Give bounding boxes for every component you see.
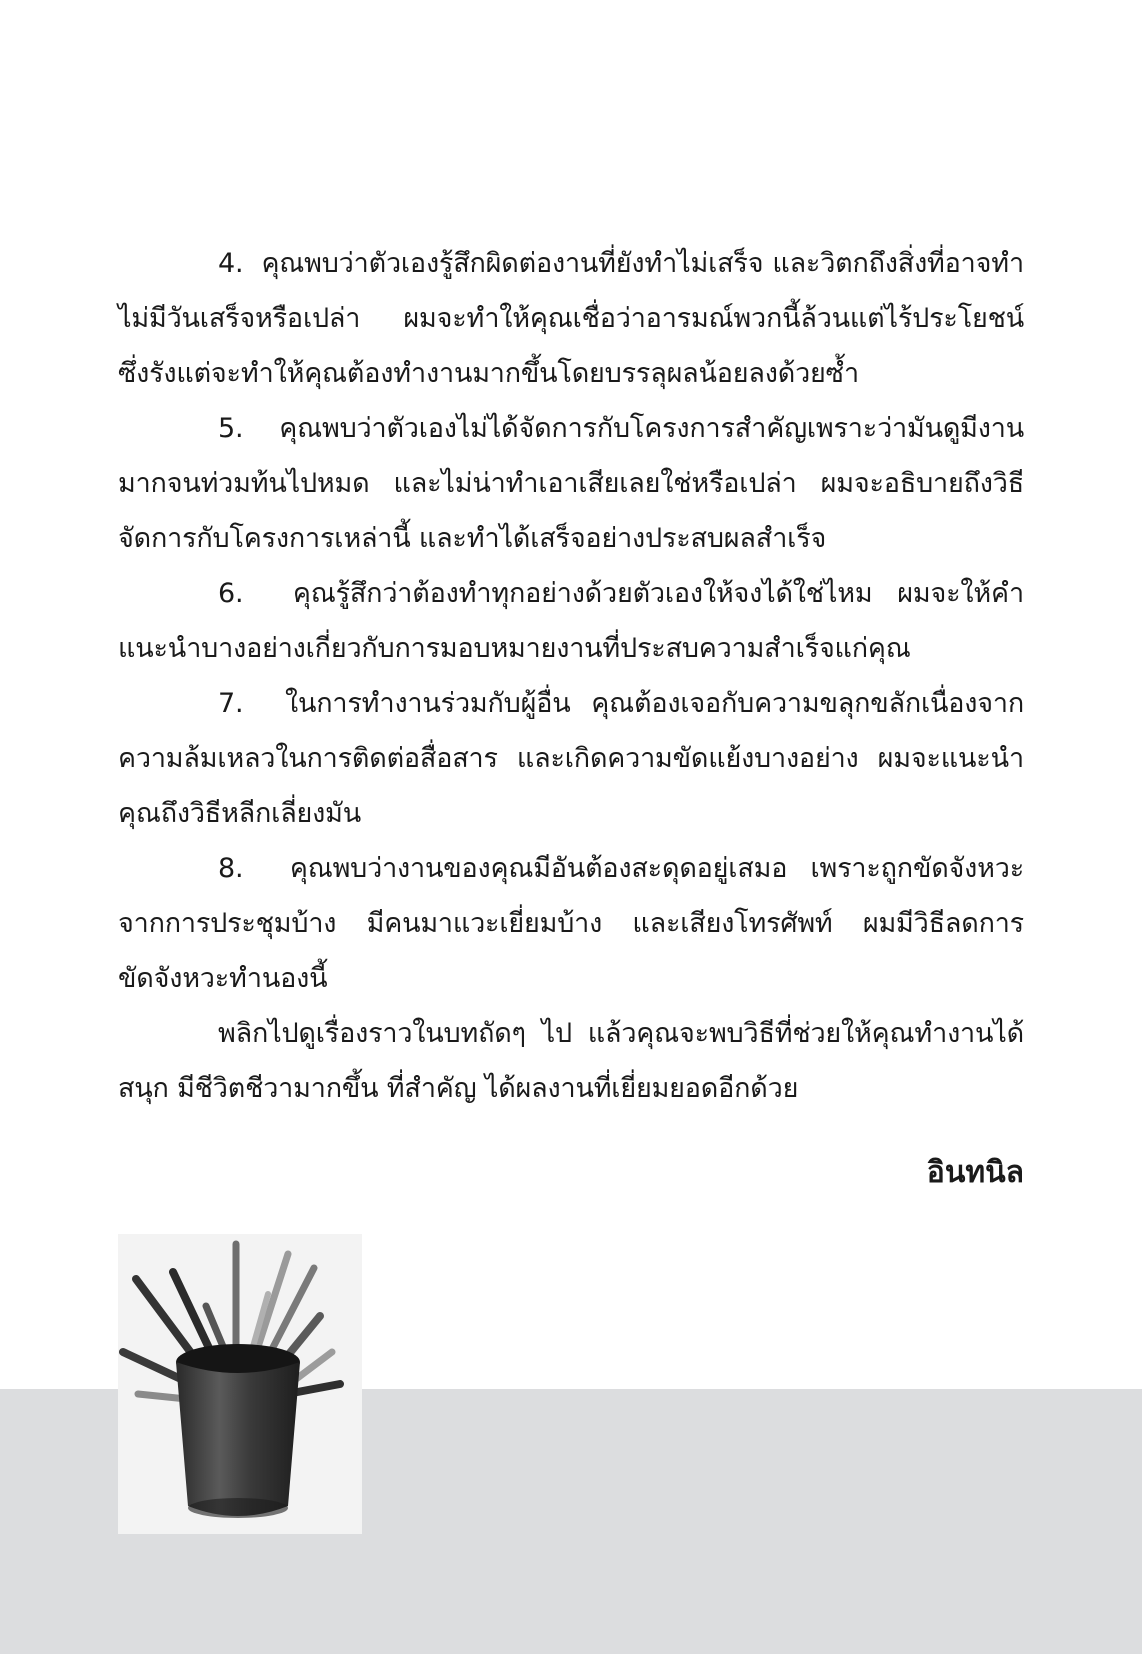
paragraph-text: คุณรู้สึกว่าต้องทำทุกอย่างด้วยตัวเองให้จงได้ใช่ไหม ผมจะให้คำแนะนำบางอย่างเกี่ยวกับการมอบหมายงานที่ประสบความสำเร็จแก่คุณ xyxy=(118,578,1024,664)
author-signature: อินทนิล xyxy=(926,1155,1024,1190)
paragraph-number: 8. xyxy=(218,853,244,884)
paragraph-text: คุณพบว่าตัวเองไม่ได้จัดการกับโครงการสำคัญเพราะว่ามันดูมีงานมากจนท่วมท้นไปหมด และไม่น่าทำเอาเสียเลยใช่หรือเปล่า ผมจะอธิบายถึงวิธีจัดการกับโครงการเหล่านี้ และทำได้เสร็จอย่างประสบผลสำเร็จ xyxy=(118,413,1024,554)
paragraph-7 xyxy=(118,676,1024,841)
paragraph-number: 5. xyxy=(218,413,244,444)
paragraph-text: คุณพบว่าตัวเองรู้สึกผิดต่องานที่ยังทำไม่เสร็จ และวิตกถึงสิ่งที่อาจทำไม่มีวันเสร็จหรือเปล่า ผมจะทำให้คุณเชื่อว่าอารมณ์พวกนี้ล้วนแต่ไร้ประโยชน์ ซึ่งรังแต่จะทำให้คุณต้องทำงานมากขึ้นโดยบรรลุผลน้อยลงด้วยซ้ำ xyxy=(118,248,1025,389)
paragraph-8 xyxy=(118,841,1024,1006)
paragraph-6 xyxy=(118,566,1024,676)
paragraph-number: 6. xyxy=(218,578,244,609)
paragraph-text: ในการทำงานร่วมกับผู้อื่น คุณต้องเจอกับความขลุกขลักเนื่องจากความล้มเหลวในการติดต่อสื่อสาร และเกิดความขัดแย้งบางอย่าง ผมจะแนะนำคุณถึงวิธีหลีกเลี่ยงมัน xyxy=(118,688,1024,829)
paragraph-text: คุณพบว่างานของคุณมีอันต้องสะดุดอยู่เสมอ เพราะถูกขัดจังหวะจากการประชุมบ้าง มีคนมาแวะเยี่ยมบ้าง และเสียงโทรศัพท์ ผมมีวิธีลดการขัดจังหวะทำนองนี้ xyxy=(118,853,1024,994)
paragraph-number: 7. xyxy=(218,688,244,719)
cup-base xyxy=(188,1498,288,1518)
paragraph-4 xyxy=(118,236,1024,401)
cup xyxy=(176,1362,300,1516)
paragraph-closing xyxy=(118,1006,1024,1116)
body-text xyxy=(118,236,1024,1116)
paragraph-text: พลิกไปดูเรื่องราวในบทถัดๆ ไป แล้วคุณจะพบวิธีที่ช่วยให้คุณทำงานได้สนุก มีชีวิตชีวามากขึ้น ที่สำคัญ ได้ผลงานที่เยี่ยมยอดอีกด้วย xyxy=(118,1018,1024,1104)
paragraph-5 xyxy=(118,401,1024,566)
paragraph-number: 4. xyxy=(218,248,244,279)
pencils-in-cup-illustration xyxy=(118,1234,362,1534)
pencils-in-cup-photo xyxy=(118,1234,362,1534)
